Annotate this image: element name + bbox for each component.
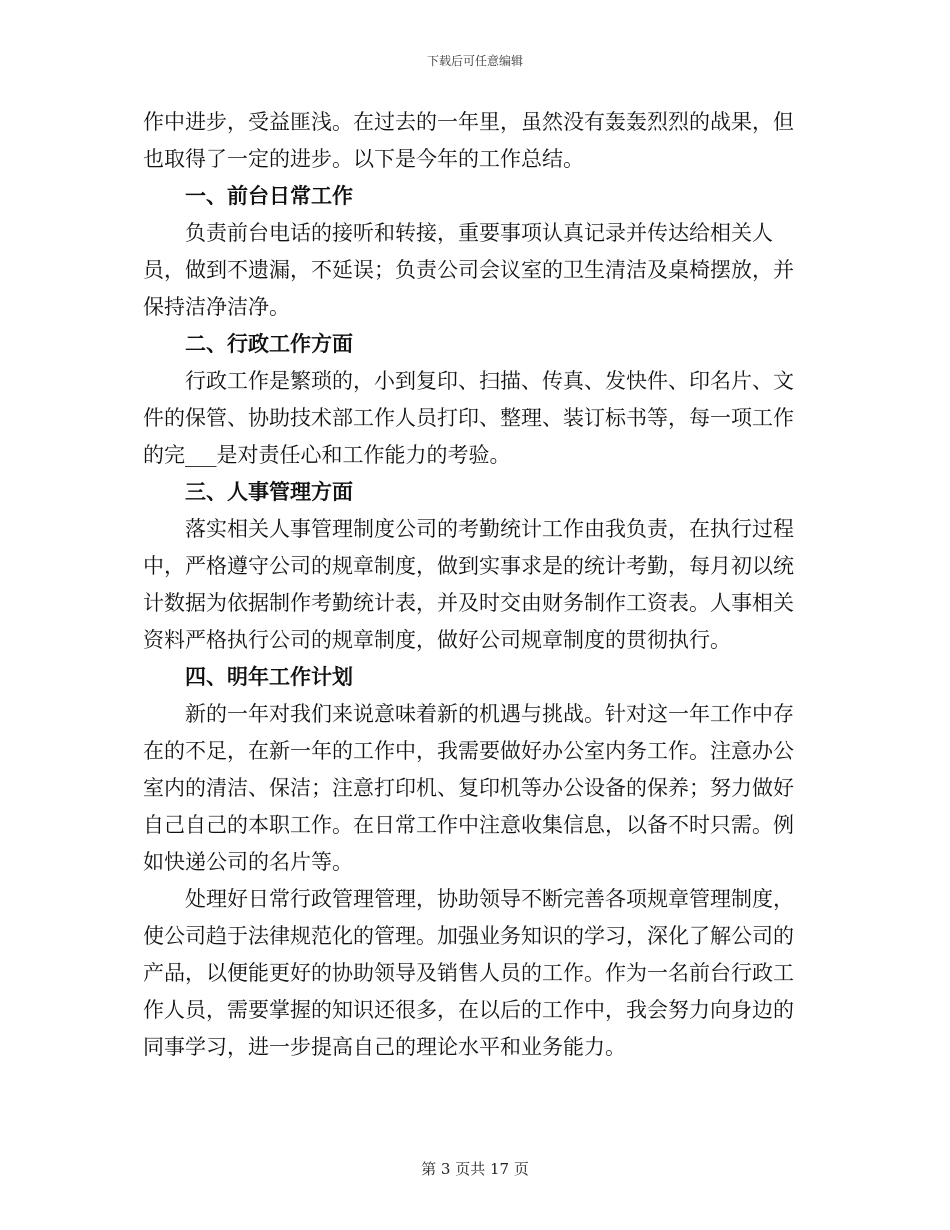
- section-heading-frontdesk: 一、前台日常工作: [185, 184, 353, 208]
- section-heading-plan: 四、明年工作计划: [185, 665, 353, 689]
- page-number: 第 3 页共 17 页: [421, 1160, 529, 1178]
- section-paragraph: 行政工作是繁琐的，小到复印、扫描、传真、发快件、印名片、文件的保管、协助技术部工作人员打印、整理、装订标书等，每一项工作的完___是对责任心和工作能力的考验。: [143, 369, 794, 467]
- intro-paragraph: 作中进步，受益匪浅。在过去的一年里，虽然没有轰轰烈烈的战果，但也取得了一定的进步。以下是今年的工作总结。: [143, 110, 794, 171]
- document-body: [143, 104, 811, 1066]
- section-paragraph: 落实相关人事管理制度公司的考勤统计工作由我负责，在执行过程中，严格遵守公司的规章制度，做到实事求是的统计考勤，每月初以统计数据为依据制作考勤统计表，并及时交由财务制作工资表。人事相关资料严格执行公司的规章制度，做好公司规章制度的贯彻执行。: [143, 517, 794, 652]
- section-heading-hr: 三、人事管理方面: [185, 480, 353, 504]
- page-header: 下载后可任意编辑: [426, 54, 523, 68]
- section-paragraph: 负责前台电话的接听和转接，重要事项认真记录并传达给相关人员，做到不遗漏，不延误；负责公司会议室的卫生清洁及桌椅摆放，并保持洁净洁净。: [143, 221, 794, 319]
- section-paragraph: 处理好日常行政管理管理，协助领导不断完善各项规章管理制度，使公司趋于法律规范化的管理。加强业务知识的学习，深化了解公司的产品，以便能更好的协助领导及销售人员的工作。作为一名前台行政工作人员，需要掌握的知识还很多，在以后的工作中，我会努力向身边的同事学习，进一步提高自己的理论水平和业务能力。: [143, 887, 794, 1059]
- section-paragraph: 新的一年对我们来说意味着新的机遇与挑战。针对这一年工作中存在的不足，在新一年的工作中，我需要做好办公室内务工作。注意办公室内的清洁、保洁；注意打印机、复印机等办公设备的保养；努力做好自己自己的本职工作。在日常工作中注意收集信息，以备不时只需。例如快递公司的名片等。: [143, 702, 794, 874]
- section-heading-admin: 二、行政工作方面: [185, 332, 353, 356]
